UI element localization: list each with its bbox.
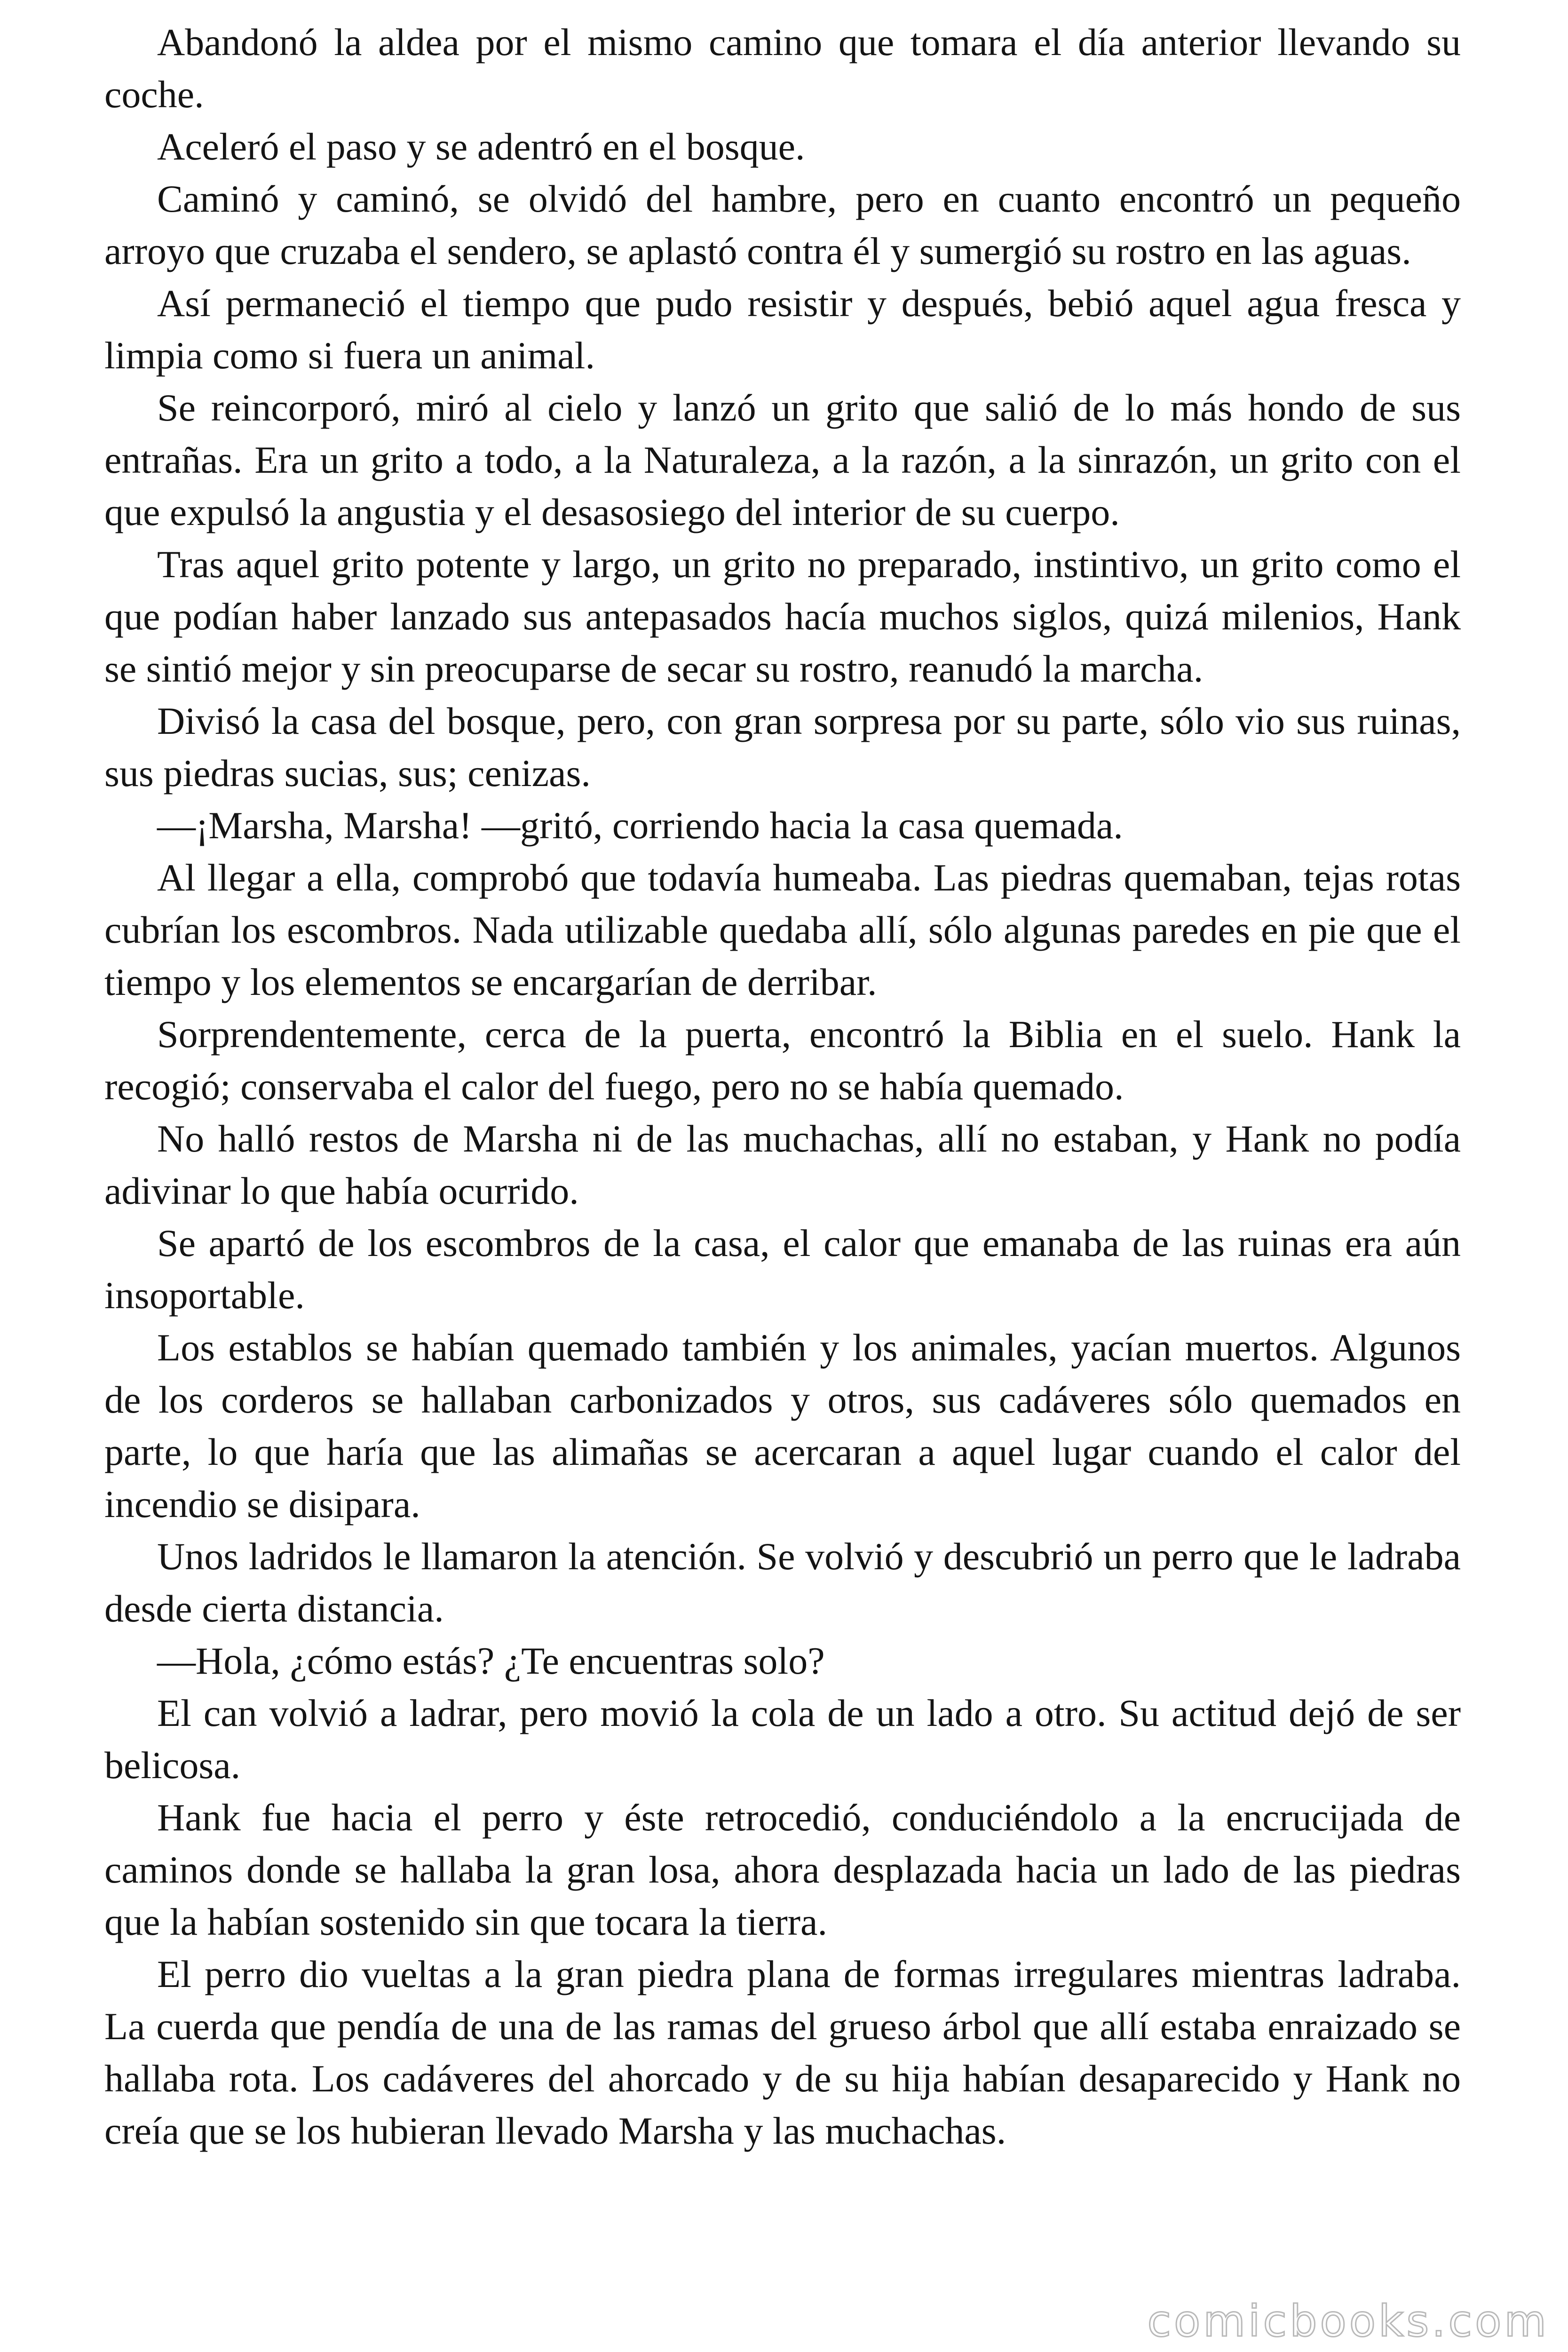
paragraph: El perro dio vueltas a la gran piedra plana de formas irregulares mientras ladraba. La cuerda que pendía de una de las ramas del grueso árbol que allí estaba enraizado se hallaba rota. Los cadáveres del ahorcado y de su hija habían desaparecido y Hank no creía que se los hubieran llevado Marsha y las muchachas. bbox=[104, 1953, 1461, 2152]
paragraph: —Hola, ¿cómo estás? ¿Te encuentras solo? bbox=[157, 1639, 825, 1682]
paragraph: —¡Marsha, Marsha! —gritó, corriendo hacia la casa quemada. bbox=[157, 804, 1123, 847]
paragraph: Al llegar a ella, comprobó que todavía humeaba. Las piedras quemaban, tejas rotas cubrían los escombros. Nada utilizable quedaba allí, sólo algunas paredes en pie que el tiempo y los elementos se encargarían de derribar. bbox=[104, 856, 1461, 1003]
paragraph: Los establos se habían quemado también y los animales, yacían muertos. Algunos de los corderos se hallaban carbonizados y otros, sus cadáveres sólo quemados en parte, lo que haría que las alimañas se acercaran a aquel lugar cuando el calor del incendio se disipara. bbox=[104, 1326, 1461, 1526]
paragraph: Así permaneció el tiempo que pudo resistir y después, bebió aquel agua fresca y limpia como si fuera un animal. bbox=[104, 282, 1461, 377]
paragraph: Hank fue hacia el perro y éste retrocedió, conduciéndolo a la encrucijada de caminos donde se hallaba la gran losa, ahora desplazada hacia un lado de las piedras que la habían sostenido sin que tocara la tierra. bbox=[104, 1796, 1461, 1943]
watermark: comicbooks.com bbox=[1147, 2296, 1549, 2346]
paragraph: Tras aquel grito potente y largo, un grito no preparado, instintivo, un grito como el que podían haber lanzado sus antepasados hacía muchos siglos, quizá milenios, Hank se sintió mejor y sin preocuparse de secar su rostro, reanudó la marcha. bbox=[104, 543, 1461, 690]
paragraph: El can volvió a ladrar, pero movió la cola de un lado a otro. Su actitud dejó de ser belicosa. bbox=[104, 1692, 1461, 1787]
paragraph: Divisó la casa del bosque, pero, con gran sorpresa por su parte, sólo vio sus ruinas, sus piedras sucias, sus; cenizas. bbox=[104, 699, 1461, 795]
paragraph: Unos ladridos le llamaron la atención. Se volvió y descubrió un perro que le ladraba desde cierta distancia. bbox=[104, 1535, 1461, 1630]
paragraph: Sorprendentemente, cerca de la puerta, encontró la Biblia en el suelo. Hank la recogió; conservaba el calor del fuego, pero no se había quemado. bbox=[104, 1013, 1461, 1108]
paragraph: No halló restos de Marsha ni de las muchachas, allí no estaban, y Hank no podía adivinar lo que había ocurrido. bbox=[104, 1117, 1461, 1212]
paragraph: Abandonó la aldea por el mismo camino que tomara el día anterior llevando su coche. bbox=[104, 21, 1461, 116]
paragraph: Se reincorporó, miró al cielo y lanzó un grito que salió de lo más hondo de sus entrañas. Era un grito a todo, a la Naturaleza, a la razón, a la sinrazón, un grito con el que expulsó la angustia y el desasosiego del interior de su cuerpo. bbox=[104, 386, 1461, 533]
paragraph: Aceleró el paso y se adentró en el bosque. bbox=[157, 125, 805, 168]
paragraph: Se apartó de los escombros de la casa, el calor que emanaba de las ruinas era aún insoportable. bbox=[104, 1222, 1461, 1317]
page-text bbox=[104, 16, 1461, 2157]
paragraph: Caminó y caminó, se olvidó del hambre, pero en cuanto encontró un pequeño arroyo que cruzaba el sendero, se aplastó contra él y sumergió su rostro en las aguas. bbox=[104, 177, 1461, 272]
